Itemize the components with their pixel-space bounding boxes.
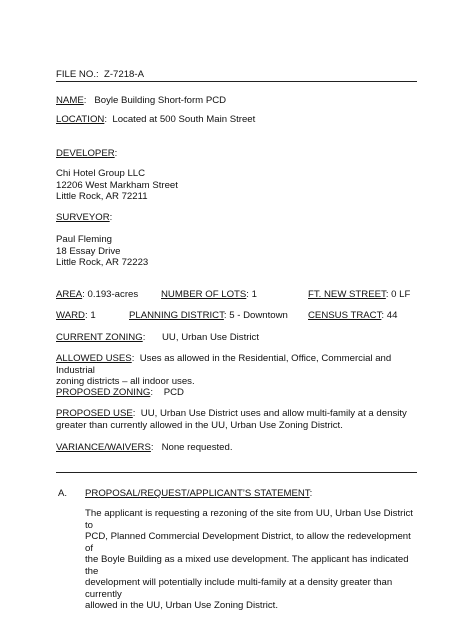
section-a-line: the Boyle Building as a mixed use development. The applicant has indicated the <box>85 554 409 577</box>
census-tract-label: CENSUS TRACT <box>308 310 382 321</box>
file-number-label: FILE NO.: <box>56 69 99 80</box>
proposed-use-text: UU, Urban Use District uses and allow multi-family at a density <box>140 408 407 419</box>
surveyor-label: SURVEYOR <box>56 212 110 223</box>
section-a-heading: PROPOSAL/REQUEST/APPLICANT’S STATEMENT: <box>85 488 313 499</box>
allowed-uses-label: ALLOWED USES <box>56 353 132 364</box>
new-street-label: FT. NEW STREET <box>308 289 386 300</box>
variance-label: VARIANCE/WAIVERS <box>56 442 151 453</box>
developer-line: Little Rock, AR 72211 <box>56 191 148 202</box>
new-street-field: FT. NEW STREET: 0 LF <box>308 289 411 300</box>
section-a-line: development will potentially include multi-family at a density greater than currently <box>85 577 393 600</box>
surveyor-address <box>56 234 148 269</box>
name-label: NAME <box>56 95 84 106</box>
surveyor-line: Paul Fleming <box>56 234 112 245</box>
ward-label: WARD <box>56 310 85 321</box>
section-a-line: The applicant is requesting a rezoning of the site from UU, Urban Use District to <box>85 508 413 531</box>
developer-line: 12206 West Markham Street <box>56 179 178 191</box>
planning-district-field: PLANNING DISTRICT: 5 - Downtown <box>129 310 288 321</box>
section-a-body <box>85 508 421 612</box>
location-value: Located at 500 South Main Street <box>112 114 256 125</box>
name-value: Boyle Building Short-form PCD <box>94 95 227 106</box>
proposed-zoning-row: PROPOSED ZONING: PCD <box>56 387 184 398</box>
surveyor-line: 18 Essay Drive <box>56 245 121 257</box>
surveyor-line: Little Rock, AR 72223 <box>56 257 149 268</box>
proposed-zoning-value: PCD <box>163 387 184 398</box>
section-a-line: PCD, Planned Commercial Development District, to allow the redevelopment of <box>85 531 411 554</box>
proposed-use-label: PROPOSED USE <box>56 408 133 419</box>
section-divider <box>56 472 417 473</box>
lots-label: NUMBER OF LOTS <box>161 289 247 300</box>
lots-field: NUMBER OF LOTS: 1 <box>161 289 257 300</box>
developer-heading: DEVELOPER: <box>56 148 118 159</box>
allowed-uses: ALLOWED USES: Uses as allowed in the Residential, Office, Commercial and Industrial zoning districts – all indoor uses. <box>56 353 420 388</box>
allowed-uses-text: Uses as allowed in the Residential, Office, Commercial and Industrial <box>56 353 392 376</box>
allowed-uses-text-2: zoning districts – all indoor uses. <box>56 376 195 387</box>
location-label: LOCATION <box>56 114 105 125</box>
area-value: 0.193-acres <box>87 289 139 300</box>
census-tract-field: CENSUS TRACT: 44 <box>308 310 398 321</box>
proposed-use-text-2: greater than currently allowed in the UU, Urban Use Zoning District. <box>56 419 343 431</box>
planning-district-label: PLANNING DISTRICT <box>129 310 224 321</box>
current-zoning-value: UU, Urban Use District <box>162 332 260 343</box>
file-number-value: Z-7218-A <box>104 69 144 80</box>
variance-row: VARIANCE/WAIVERS: None requested. <box>56 442 233 453</box>
header-rule <box>56 81 417 82</box>
census-tract-value: 44 <box>386 310 398 321</box>
name-row: NAME: Boyle Building Short-form PCD <box>56 95 227 106</box>
file-number <box>56 69 144 81</box>
ward-value: 1 <box>90 310 96 321</box>
developer-address <box>56 168 178 203</box>
current-zoning-row: CURRENT ZONING: <box>56 332 146 343</box>
surveyor-heading: SURVEYOR: <box>56 212 113 223</box>
planning-district-value: 5 - Downtown <box>229 310 288 321</box>
ward-field: WARD: 1 <box>56 310 96 321</box>
section-a-heading-text: PROPOSAL/REQUEST/APPLICANT’S STATEMENT <box>85 488 310 499</box>
proposed-zoning-label: PROPOSED ZONING <box>56 387 151 398</box>
current-zoning-label: CURRENT ZONING <box>56 332 143 343</box>
location-row: LOCATION: Located at 500 South Main Street <box>56 114 256 125</box>
area-field: AREA: 0.193-acres <box>56 289 139 300</box>
proposed-use: PROPOSED USE: UU, Urban Use District uses and allow multi-family at a density greater than currently allowed in the UU, Urban Use Zoning District. <box>56 408 420 431</box>
new-street-value: 0 LF <box>391 289 411 300</box>
section-a-letter: A. <box>58 488 68 499</box>
variance-value: None requested. <box>161 442 233 453</box>
lots-value: 1 <box>251 289 257 300</box>
area-label: AREA <box>56 289 83 300</box>
developer-label: DEVELOPER <box>56 148 115 159</box>
developer-line: Chi Hotel Group LLC <box>56 168 146 179</box>
section-a-line: allowed in the UU, Urban Use Zoning District. <box>85 600 279 611</box>
